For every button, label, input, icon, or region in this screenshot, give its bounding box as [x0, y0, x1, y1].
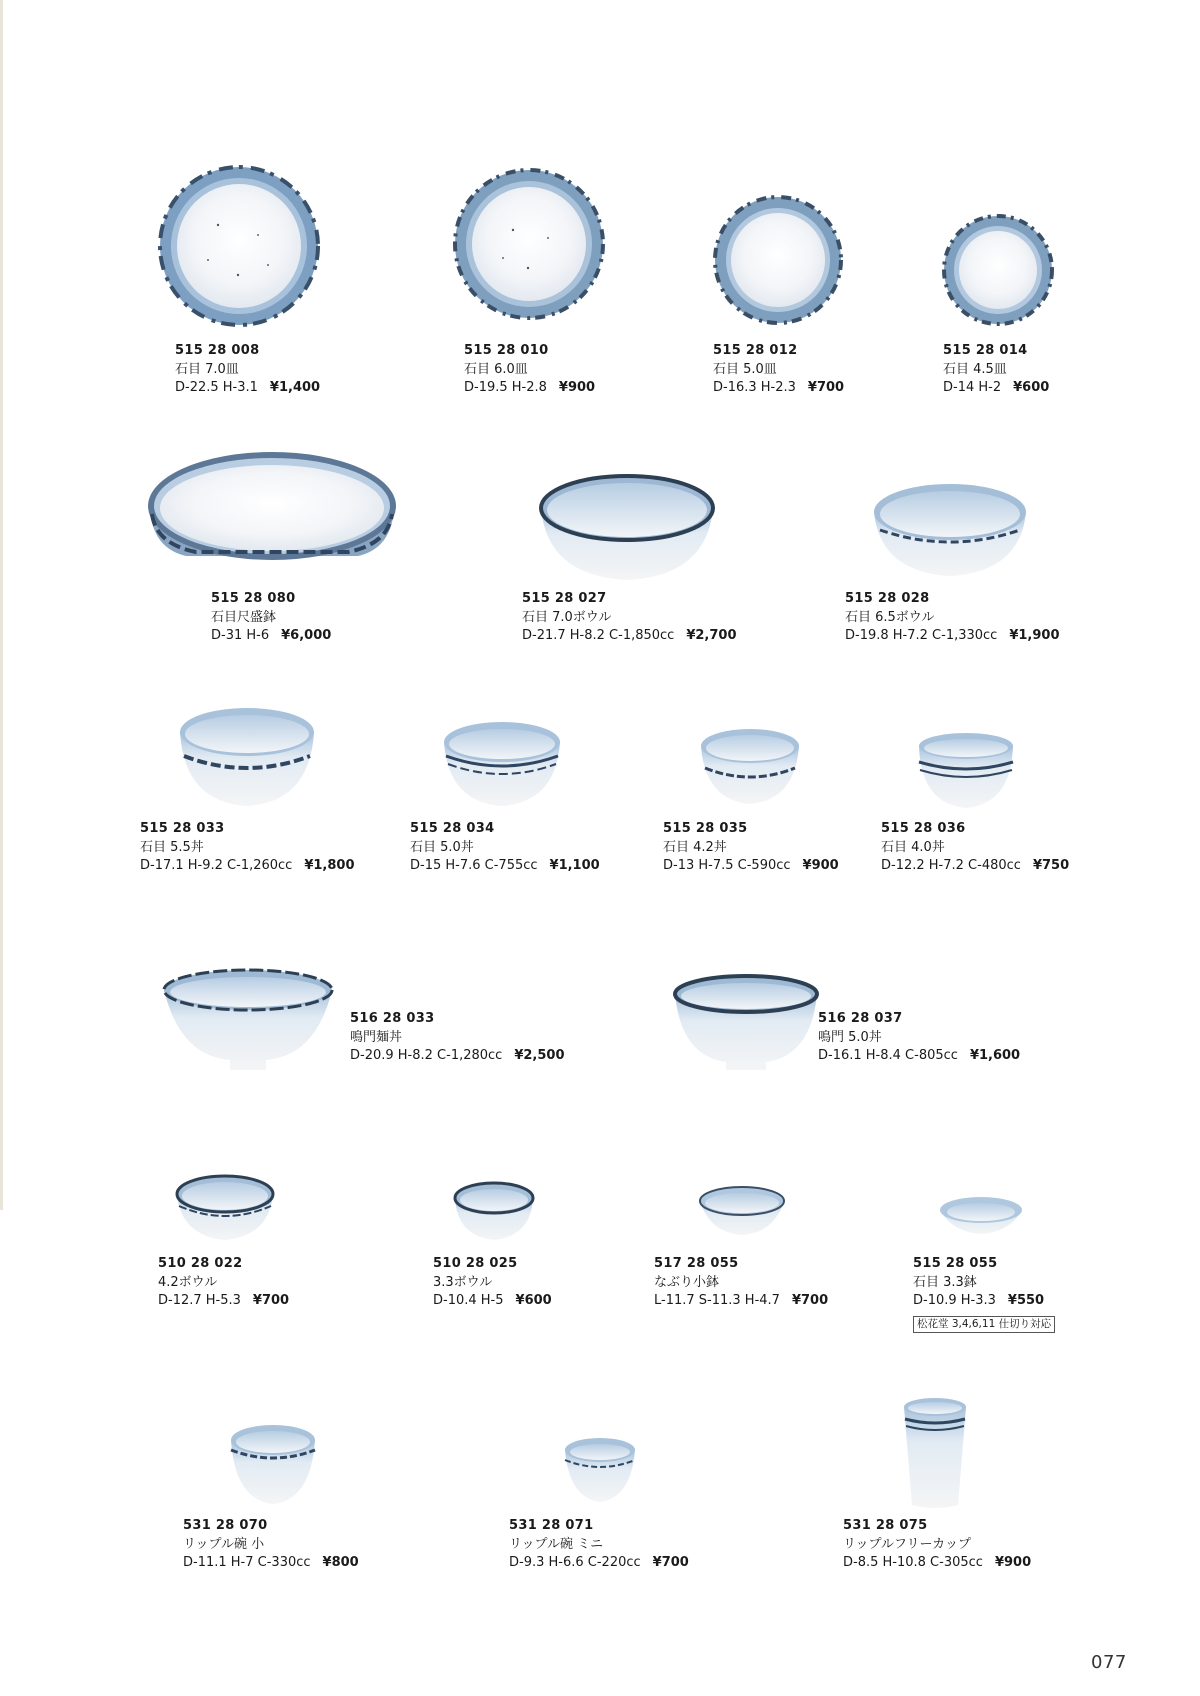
product-dimensions: D-12.2 H-7.2 C-480cc — [881, 858, 1021, 873]
product-price: ¥1,800 — [304, 858, 355, 873]
bowl-7-image — [537, 468, 717, 584]
product-info-515-28-028 — [845, 590, 1060, 646]
product-price: ¥550 — [1007, 1293, 1045, 1308]
product-code: 515 28 033 — [140, 821, 225, 836]
product-info-515-28-036 — [881, 820, 1069, 876]
naburi-kobachi-image — [696, 1183, 788, 1239]
product-dimensions: D-15 H-7.6 C-755cc — [410, 858, 538, 873]
product-dimensions: D-10.9 H-3.3 — [913, 1293, 996, 1308]
product-dimensions: D-8.5 H-10.8 C-305cc — [843, 1555, 983, 1570]
product-dimensions: D-16.3 H-2.3 — [713, 380, 796, 395]
product-dimensions: D-21.7 H-8.2 C-1,850cc — [522, 628, 675, 643]
product-dimensions: L-11.7 S-11.3 H-4.7 — [654, 1293, 780, 1308]
product-price: ¥600 — [1013, 380, 1050, 395]
product-name: 石目 3.3鉢 — [913, 1274, 977, 1290]
product-info-531-28-071 — [509, 1517, 689, 1573]
product-name: 石目 7.0ボウル — [522, 609, 612, 625]
bowl-4-2-image — [173, 1172, 277, 1242]
product-info-515-28-010 — [464, 342, 595, 398]
product-dimensions: D-19.5 H-2.8 — [464, 380, 547, 395]
product-name: 石目尺盛鉢 — [211, 609, 277, 625]
product-dimensions: D-16.1 H-8.4 C-805cc — [818, 1048, 958, 1063]
product-info-510-28-022 — [158, 1255, 289, 1311]
product-code: 531 28 075 — [843, 1518, 928, 1533]
product-price: ¥1,600 — [969, 1048, 1021, 1063]
product-price: ¥700 — [807, 380, 845, 395]
product-dimensions: D-17.1 H-9.2 C-1,260cc — [140, 858, 293, 873]
bowl-6-5-image — [870, 478, 1030, 578]
product-dimensions: D-31 H-6 — [211, 628, 270, 643]
product-price: ¥900 — [558, 380, 596, 395]
product-dimensions: D-20.9 H-8.2 C-1,280cc — [350, 1048, 503, 1063]
product-price: ¥900 — [994, 1555, 1032, 1570]
product-dimensions: D-14 H-2 — [943, 380, 1002, 395]
product-code: 531 28 071 — [509, 1518, 594, 1533]
product-name: 石目 4.2丼 — [663, 839, 727, 855]
product-dimensions: D-11.1 H-7 C-330cc — [183, 1555, 311, 1570]
plate-4-5-image — [942, 214, 1054, 326]
product-name: なぶり小鉢 — [654, 1274, 720, 1290]
page-edge — [0, 0, 3, 1210]
large-serving-bowl-image — [146, 448, 398, 568]
product-dimensions: D-9.3 H-6.6 C-220cc — [509, 1555, 641, 1570]
product-dimensions: D-19.8 H-7.2 C-1,330cc — [845, 628, 998, 643]
product-code: 516 28 033 — [350, 1011, 435, 1026]
product-name: 石目 4.5皿 — [943, 361, 1007, 377]
product-code: 515 28 055 — [913, 1256, 998, 1271]
naruto-donburi-5-image — [671, 972, 821, 1072]
product-info-517-28-055 — [654, 1255, 828, 1311]
product-dimensions: D-22.5 H-3.1 — [175, 380, 258, 395]
product-price: ¥2,500 — [514, 1048, 565, 1063]
plate-5-image — [713, 195, 843, 325]
product-price: ¥1,900 — [1009, 628, 1060, 643]
ripple-free-cup-image — [900, 1395, 970, 1511]
product-name: 鳴門麺丼 — [350, 1029, 403, 1045]
product-code: 517 28 055 — [654, 1256, 739, 1271]
product-dimensions: D-10.4 H-5 — [433, 1293, 504, 1308]
product-price: ¥1,400 — [269, 380, 321, 395]
product-dimensions: D-13 H-7.5 C-590cc — [663, 858, 791, 873]
product-info-515-28-035 — [663, 820, 839, 876]
product-price: ¥600 — [515, 1293, 552, 1308]
plate-7-image — [158, 165, 320, 327]
product-name: 石目 5.0皿 — [713, 361, 777, 377]
product-name: 石目 7.0皿 — [175, 361, 239, 377]
page-number: 077 — [1091, 1652, 1127, 1673]
product-name: 3.3ボウル — [433, 1274, 493, 1290]
product-info-515-28-012 — [713, 342, 844, 398]
product-info-515-28-034 — [410, 820, 600, 876]
product-info-516-28-037 — [818, 1010, 1020, 1066]
compatibility-note: 松花堂 3,4,6,11 仕切り対応 — [913, 1316, 1055, 1333]
product-code: 510 28 022 — [158, 1256, 243, 1271]
product-dimensions: D-12.7 H-5.3 — [158, 1293, 241, 1308]
product-price: ¥6,000 — [281, 628, 332, 643]
product-code: 510 28 025 — [433, 1256, 518, 1271]
product-name: 石目 6.5ボウル — [845, 609, 935, 625]
product-code: 515 28 080 — [211, 591, 296, 606]
product-price: ¥2,700 — [686, 628, 737, 643]
donburi-5-image — [440, 714, 564, 808]
product-price: ¥900 — [802, 858, 839, 873]
product-price: ¥750 — [1032, 858, 1070, 873]
product-code: 531 28 070 — [183, 1518, 268, 1533]
product-info-515-28-080 — [211, 590, 331, 646]
donburi-4-image — [915, 728, 1017, 810]
product-code: 515 28 035 — [663, 821, 748, 836]
product-code: 515 28 034 — [410, 821, 495, 836]
product-name: 4.2ボウル — [158, 1274, 218, 1290]
product-price: ¥700 — [652, 1555, 689, 1570]
product-info-531-28-075 — [843, 1517, 1031, 1573]
small-dish-3-3-image — [936, 1194, 1026, 1236]
product-code: 515 28 036 — [881, 821, 966, 836]
product-code: 515 28 027 — [522, 591, 607, 606]
product-name: リップルフリーカップ — [843, 1536, 972, 1552]
product-name: 鳴門 5.0丼 — [818, 1029, 882, 1045]
product-name: リップル碗 小 — [183, 1536, 265, 1552]
product-price: ¥700 — [252, 1293, 290, 1308]
product-price: ¥700 — [791, 1293, 829, 1308]
ripple-bowl-small-image — [227, 1420, 319, 1506]
donburi-4-2-image — [697, 722, 803, 806]
naruto-noodle-bowl-image — [160, 966, 336, 1072]
ripple-bowl-mini-image — [561, 1434, 639, 1504]
product-code: 515 28 010 — [464, 343, 549, 358]
product-info-515-28-014 — [943, 342, 1049, 398]
product-name: 石目 5.5丼 — [140, 839, 204, 855]
product-name: 石目 6.0皿 — [464, 361, 528, 377]
product-name: 石目 5.0丼 — [410, 839, 474, 855]
product-code: 515 28 014 — [943, 343, 1028, 358]
product-name: 石目 4.0丼 — [881, 839, 945, 855]
product-price: ¥800 — [322, 1555, 359, 1570]
product-code: 515 28 028 — [845, 591, 930, 606]
product-info-510-28-025 — [433, 1255, 552, 1311]
product-name: リップル碗 ミニ — [509, 1536, 604, 1552]
bowl-3-3-image — [451, 1178, 537, 1242]
plate-6-image — [453, 168, 605, 320]
product-info-515-28-027 — [522, 590, 737, 646]
product-info-516-28-033 — [350, 1010, 565, 1066]
product-info-515-28-055 — [913, 1255, 1044, 1311]
product-price: ¥1,100 — [549, 858, 600, 873]
donburi-5-5-image — [176, 700, 318, 810]
product-code: 515 28 012 — [713, 343, 798, 358]
product-info-515-28-033 — [140, 820, 355, 876]
product-info-515-28-008 — [175, 342, 320, 398]
product-code: 515 28 008 — [175, 343, 260, 358]
product-info-531-28-070 — [183, 1517, 359, 1573]
product-code: 516 28 037 — [818, 1011, 903, 1026]
